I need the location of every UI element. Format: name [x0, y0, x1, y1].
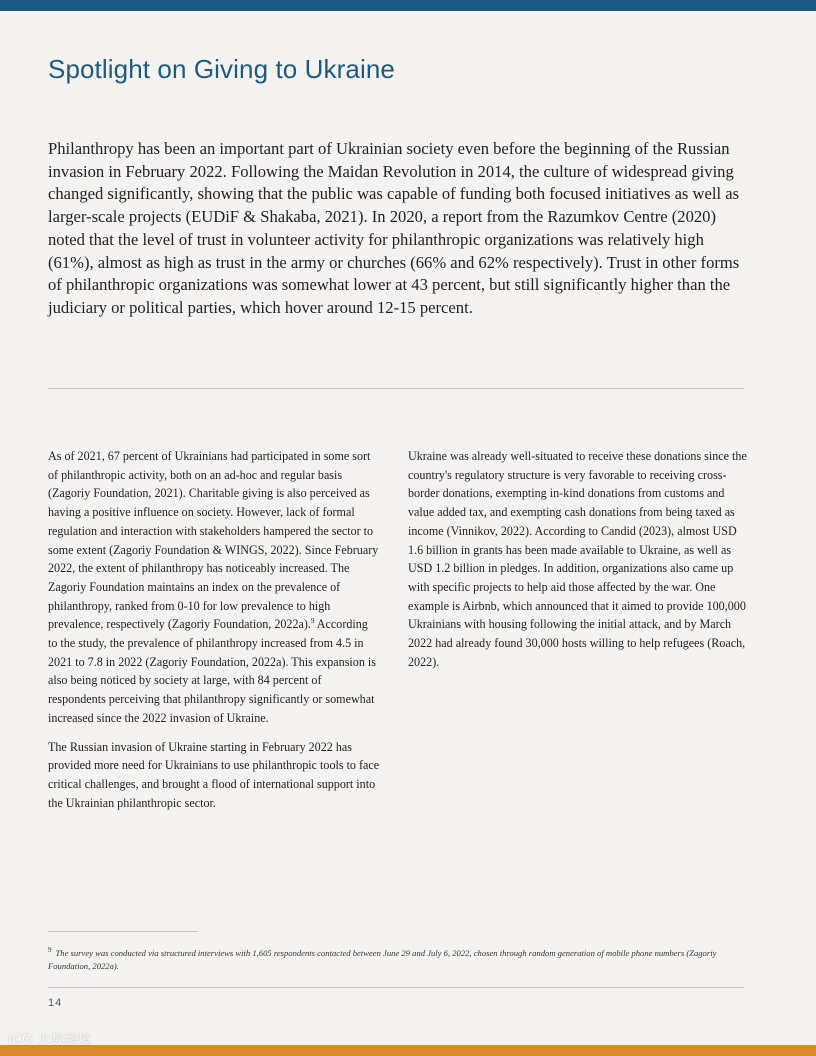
- right-paragraph-1: Ukraine was already well-situated to receive these donations since the country's regulatory structure is very favorable to receiving cross-border donations, exempting in-kind donations from customs and value added tax, and exempting cash donations from being taxed as income (Vinnikov, 2022). According to Candid (2023), almost USD 1.6 billion in grants has been made available to Ukraine, as well as USD 1.2 billion in pledges. In addition, organizations also came up with specific projects to help aid those affected by the war. One example is Airbnb, which announced that it aimed to provide 100,000 Ukrainians with housing following the initial attack, and by March 2022 had already found 30,000 hosts willing to help refugees (Roach, 2022).: [408, 449, 747, 669]
- left-paragraph-1-text: As of 2021, 67 percent of Ukrainians had participated in some sort of philanthropic activity, both on an ad-hoc and regular basis (Zagoriy Foundation, 2021). Charitable giving is also perceived as having a positive influence on society. However, lack of formal regulation and interaction with stakeholders hampered the sector to some extent (Zagoriy Foundation & WINGS, 2022). Since February 2022, the extent of philanthropy has noticeably increased. The Zagoriy Foundation maintains an index on the prevalence of philanthropy, ranked from 0-10 for low prevalence to high prevalence, respectively (Zagoriy Foundation, 2022a).: [48, 449, 379, 632]
- page-number: 14: [48, 997, 63, 1009]
- page-title: Spotlight on Giving to Ukraine: [48, 54, 395, 84]
- footnote-text: The survey was conducted via structured interviews with 1,605 respondents contacted between June 29 and July 6, 2022, chosen through random generation of mobile phone numbers (Zagoriy Foundation, 2022a).: [48, 947, 717, 971]
- left-column: [48, 447, 380, 822]
- right-column: [408, 447, 748, 681]
- left-paragraph-1: [48, 447, 380, 728]
- section-divider: [48, 388, 744, 389]
- intro-paragraph: Philanthropy has been an important part of Ukrainian society even before the beginning of the Russian invasion in February 2022. Following the Maidan Revolution in 2014, the culture of widespread giving changed significantly, showing that the public was capable of funding both focused initiatives as well as larger-scale projects (EUDiF & Shakaba, 2021). In 2020, a report from the Razumkov Centre (2020) noted that the level of trust in volunteer activity for philanthropic organizations was relatively high (61%), almost as high as trust in the army or churches (66% and 62% respectively). Trust in other forms of philanthropic organizations was somewhat lower at 43 percent, but still significantly higher than the judiciary or political parties, which hover around 12-15 percent.: [48, 139, 740, 317]
- footnote-reference: 9: [310, 617, 315, 626]
- footer-divider: [48, 987, 744, 988]
- left-paragraph-1-continued: According to the study, the prevalence of philanthropy increased from 4.5 in 2021 to 7.8 in 2022 (Zagoriy Foundation, 2022a). This expansion is also being noticed by society at large, with 84 percent of respondents perceiving that philanthropy significantly or somewhat increased since the 2022 invasion of Ukraine.: [48, 617, 376, 725]
- left-paragraph-2: The Russian invasion of Ukraine starting in February 2022 has provided more need for Ukrainians to use philanthropic tools to face critical challenges, and brought a flood of international support into the Ukrainian philanthropic sector.: [48, 739, 380, 810]
- top-color-bar: [0, 0, 816, 11]
- watermark-logo: ICO 大数跨境: [8, 1033, 92, 1048]
- footnote-number: 9: [48, 946, 52, 954]
- footnote-divider: [48, 931, 198, 932]
- footnote: [48, 944, 738, 973]
- bottom-color-bar: [0, 1045, 816, 1056]
